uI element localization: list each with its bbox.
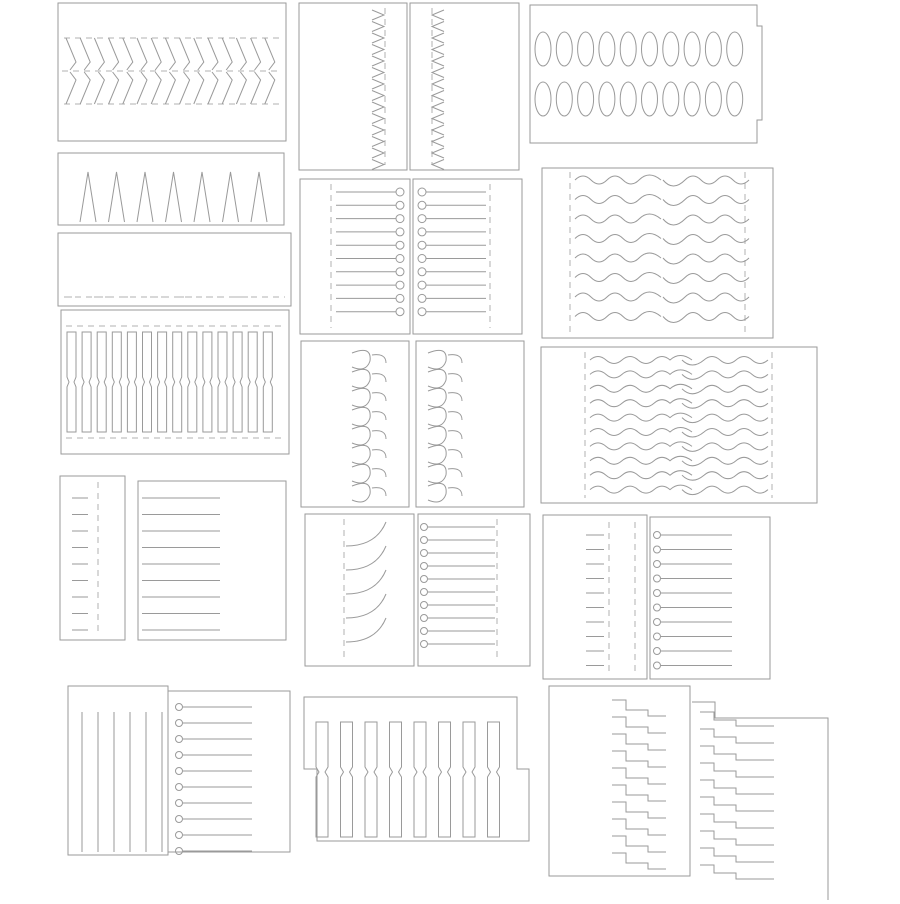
vertical-lines-icon: [82, 704, 252, 855]
zigzag-tooth: [432, 160, 444, 170]
step-tab: [700, 814, 774, 828]
stem-loop: [176, 768, 183, 775]
template-lined-pages: [60, 476, 286, 640]
step-tab: [700, 729, 774, 743]
wave: [682, 486, 768, 495]
comb-tooth: [390, 722, 402, 837]
step-tab: [700, 746, 774, 760]
chevron-tab: [236, 38, 246, 70]
slot: [143, 332, 152, 432]
zigzag-tooth: [372, 125, 384, 135]
curl-stem: [346, 618, 386, 642]
chevron-tab: [236, 72, 246, 104]
stem-loop: [396, 188, 404, 196]
stem-loop: [421, 641, 428, 648]
slot: [203, 332, 212, 432]
chevron-tab: [151, 72, 161, 104]
wave: [682, 457, 768, 466]
slot: [233, 332, 242, 432]
stem-loop: [176, 816, 183, 823]
stem-loop: [418, 188, 426, 196]
zigzag-tooth: [372, 22, 384, 32]
oval-ring: [578, 32, 594, 66]
stem-loop: [396, 255, 404, 263]
stem-loop: [654, 590, 661, 597]
stem-loop: [176, 736, 183, 743]
stem-loop: [421, 537, 428, 544]
zigzag-tooth: [372, 10, 384, 20]
wave-grid-icon: [590, 356, 768, 495]
zigzag-tooth: [432, 45, 444, 55]
stem-loop: [421, 589, 428, 596]
slot: [188, 332, 197, 432]
wave: [590, 485, 692, 493]
zigzag-tooth: [432, 68, 444, 78]
chevron-tab: [208, 38, 218, 70]
wave: [590, 370, 692, 378]
spike: [166, 172, 182, 222]
chevron-tab: [94, 72, 104, 104]
comb-tooth: [463, 722, 475, 837]
step-tab: [700, 797, 774, 811]
chevron-tab: [137, 72, 147, 104]
slot: [112, 332, 121, 432]
comb-tooth: [488, 722, 500, 837]
twist-loop: [352, 464, 386, 483]
slot: [82, 332, 91, 432]
slot: [248, 332, 257, 432]
chevron-tab: [109, 72, 119, 104]
wave: [575, 273, 661, 282]
wave: [575, 292, 661, 301]
oval-ring: [642, 82, 658, 116]
stem-loop: [396, 201, 404, 209]
stem-loop: [176, 720, 183, 727]
wave: [590, 456, 692, 464]
wave: [590, 428, 692, 436]
step-tab: [700, 848, 774, 862]
stem-loop: [421, 563, 428, 570]
comb-tooth: [365, 722, 377, 837]
oval-ring: [663, 82, 679, 116]
stem-loop: [396, 294, 404, 302]
template-step-tabs: [549, 686, 828, 900]
spike: [137, 172, 153, 222]
oval-ring: [727, 32, 743, 66]
stem-loop: [418, 255, 426, 263]
template-slot-columns: [61, 310, 289, 454]
template-wave-lobes: [542, 168, 773, 338]
spike: [109, 172, 125, 222]
zigzag-tooth: [372, 33, 384, 43]
chevron-tab: [180, 38, 190, 70]
step-tab: [612, 853, 666, 869]
stem-loop: [176, 800, 183, 807]
chevron-tab: [222, 72, 232, 104]
stem-loop: [654, 575, 661, 582]
stem-loop: [421, 550, 428, 557]
twist-loop: [352, 350, 386, 369]
wave: [663, 235, 749, 245]
step-tab: [700, 763, 774, 777]
comb-tooth: [341, 722, 353, 837]
wave: [682, 400, 768, 409]
wave: [663, 196, 749, 206]
oval-ring: [684, 82, 700, 116]
stem-loop: [418, 228, 426, 236]
curl-stem: [346, 594, 386, 618]
slot: [218, 332, 227, 432]
template-wave-grid: [541, 347, 817, 503]
wave: [682, 385, 768, 394]
step-tab: [612, 751, 666, 767]
wave: [663, 274, 749, 284]
oval-ring: [556, 32, 572, 66]
stem-loop: [176, 704, 183, 711]
zigzag-tooth: [372, 160, 384, 170]
stem-loop: [176, 832, 183, 839]
chevron-tab: [66, 38, 76, 70]
zigzag-tooth: [432, 125, 444, 135]
wave: [682, 357, 768, 366]
step-tab: [612, 734, 666, 750]
step-tab: [612, 768, 666, 784]
zigzag-tooth: [372, 148, 384, 158]
stem-loop: [654, 662, 661, 669]
step-tab: [612, 717, 666, 733]
step-tab: [612, 802, 666, 818]
twist-loop: [428, 388, 462, 407]
wave: [682, 443, 768, 452]
zigzag-tooth: [432, 79, 444, 89]
wave: [663, 313, 749, 323]
zigzag-tooth: [372, 102, 384, 112]
oval-ring-icon: [535, 32, 743, 116]
slot: [263, 332, 272, 432]
wave: [682, 472, 768, 481]
wave: [682, 429, 768, 438]
oval-ring: [663, 32, 679, 66]
wave: [575, 234, 661, 243]
zigzag-tooth: [432, 10, 444, 20]
twist-loop: [352, 369, 386, 388]
step-tab: [612, 836, 666, 852]
stem-loop: [421, 576, 428, 583]
zigzag-tooth: [372, 45, 384, 55]
stem-loop: [418, 201, 426, 209]
zigzag-tooth: [432, 33, 444, 43]
zigzag-tooth: [432, 114, 444, 124]
wave: [575, 312, 661, 321]
stem-loop: [418, 241, 426, 249]
oval-ring: [620, 82, 636, 116]
oval-ring: [620, 32, 636, 66]
twist-loop: [428, 464, 462, 483]
chevron-tab: [80, 38, 90, 70]
chevron-tab: [137, 38, 147, 70]
template-twist-loops: [301, 341, 524, 507]
wave: [575, 195, 661, 204]
stem-loop: [418, 281, 426, 289]
step-tab: [700, 712, 774, 726]
stem-loop: [396, 308, 404, 316]
zigzag-spine-icon: [372, 10, 444, 170]
chevron-tab: [194, 72, 204, 104]
lined-page-icon: [72, 498, 220, 630]
zigzag-tooth: [432, 22, 444, 32]
step-tab: [700, 865, 774, 879]
comb-icon: [316, 722, 500, 837]
oval-ring: [727, 82, 743, 116]
chevron-tab: [194, 38, 204, 70]
spike: [251, 172, 267, 222]
chevron-tab: [123, 38, 133, 70]
wave: [590, 356, 692, 364]
oval-ring: [599, 32, 615, 66]
wave: [663, 254, 749, 264]
zigzag-tooth: [372, 68, 384, 78]
spike: [194, 172, 210, 222]
stem-loop: [654, 561, 661, 568]
stem-loop: [396, 215, 404, 223]
wave-lobe-icon: [575, 175, 749, 323]
stem-loop: [418, 215, 426, 223]
step-tab: [612, 700, 666, 716]
template-stem-loops: [300, 179, 522, 334]
stem-loop: [176, 752, 183, 759]
template-spike-panel: [58, 153, 291, 306]
stem-loop: [176, 848, 183, 855]
twist-loop: [352, 483, 386, 502]
wave: [590, 413, 692, 421]
zigzag-tooth: [432, 91, 444, 101]
wave: [663, 293, 749, 303]
spike-icon: [66, 172, 276, 297]
slot: [67, 332, 76, 432]
oval-ring: [599, 82, 615, 116]
chevron-tabs-icon: [62, 38, 282, 104]
stem-dash-icon: [586, 532, 732, 670]
wave: [575, 175, 661, 184]
curl-stem: [346, 546, 386, 570]
slot: [173, 332, 182, 432]
stem-loop: [418, 294, 426, 302]
stem-loop: [654, 532, 661, 539]
template-comb-panel: [304, 697, 529, 841]
slot: [158, 332, 167, 432]
stem-loop: [654, 604, 661, 611]
zigzag-tooth: [432, 56, 444, 66]
chevron-tab: [94, 38, 104, 70]
step-tab: [612, 785, 666, 801]
oval-ring: [578, 82, 594, 116]
twist-loop: [428, 369, 462, 388]
twist-loop: [428, 483, 462, 502]
stem-loop: [654, 619, 661, 626]
zigzag-tooth: [432, 148, 444, 158]
template-vertical-lines-stems: [68, 686, 290, 855]
wave: [590, 442, 692, 450]
template-herringbone-tabs: [58, 3, 286, 141]
twist-loop: [428, 445, 462, 464]
chevron-tab: [265, 38, 275, 70]
wave: [575, 253, 661, 262]
step-tab: [700, 831, 774, 845]
zigzag-tooth: [372, 56, 384, 66]
stem-loop: [654, 633, 661, 640]
step-tab-icon: [612, 700, 774, 879]
zigzag-tooth: [372, 91, 384, 101]
wave: [590, 399, 692, 407]
wave: [663, 215, 749, 225]
stem-loop: [418, 308, 426, 316]
twist-loop: [428, 407, 462, 426]
spike: [223, 172, 239, 222]
oval-ring: [642, 32, 658, 66]
zigzag-tooth: [372, 114, 384, 124]
chevron-tab: [109, 38, 119, 70]
stem-loop: [421, 628, 428, 635]
oval-ring: [684, 32, 700, 66]
zigzag-tooth: [432, 137, 444, 147]
comb-tooth: [414, 722, 426, 837]
curl-stem: [346, 522, 386, 546]
chevron-tab: [123, 72, 133, 104]
slot-column-icon: [67, 332, 272, 432]
stem-loop: [396, 268, 404, 276]
twist-loop: [352, 445, 386, 464]
twist-loop: [352, 426, 386, 445]
oval-ring: [556, 82, 572, 116]
twist-loop-icon: [352, 350, 462, 502]
chevron-tab: [151, 38, 161, 70]
comb-tooth: [439, 722, 451, 837]
oval-ring: [705, 82, 721, 116]
wave: [663, 176, 749, 186]
wave: [590, 471, 692, 479]
stem-loop: [654, 546, 661, 553]
stem-loop-icon: [336, 188, 486, 316]
wave: [590, 384, 692, 392]
template-split-zigzag-pair: [299, 3, 519, 170]
wave: [575, 214, 661, 223]
twist-loop: [428, 426, 462, 445]
stem-loop: [396, 228, 404, 236]
stem-loop: [654, 648, 661, 655]
step-tab: [612, 819, 666, 835]
chevron-tab: [66, 72, 76, 104]
slot: [97, 332, 106, 432]
twist-loop: [352, 407, 386, 426]
oval-ring: [535, 32, 551, 66]
zigzag-tooth: [372, 137, 384, 147]
wave: [682, 371, 768, 380]
chevron-tab: [165, 38, 175, 70]
zigzag-tooth: [372, 79, 384, 89]
chevron-tab: [251, 38, 261, 70]
stem-loop: [418, 268, 426, 276]
chevron-tab: [180, 72, 190, 104]
comb-tooth: [316, 722, 328, 837]
chevron-tab: [80, 72, 90, 104]
twist-loop: [352, 388, 386, 407]
chevron-tab: [165, 72, 175, 104]
stem-loop: [396, 241, 404, 249]
oval-ring: [535, 82, 551, 116]
curl-stem: [346, 570, 386, 594]
oval-ring: [705, 32, 721, 66]
stem-loop: [421, 602, 428, 609]
stem-loop: [176, 784, 183, 791]
stem-loop: [421, 615, 428, 622]
curl-stem-icon: [346, 522, 495, 648]
chevron-tab: [222, 38, 232, 70]
slot: [127, 332, 136, 432]
step-tab: [700, 780, 774, 794]
twist-loop: [428, 350, 462, 369]
chevron-tab: [208, 72, 218, 104]
chevron-tab: [265, 72, 275, 104]
zigzag-tooth: [432, 102, 444, 112]
spike: [80, 172, 96, 222]
stem-loop: [421, 524, 428, 531]
wave: [682, 414, 768, 423]
template-oval-rings: [530, 5, 762, 143]
chevron-tab: [251, 72, 261, 104]
stem-loop: [396, 281, 404, 289]
template-curl-stems: [305, 514, 530, 666]
template-stem-dashes: [543, 515, 770, 679]
